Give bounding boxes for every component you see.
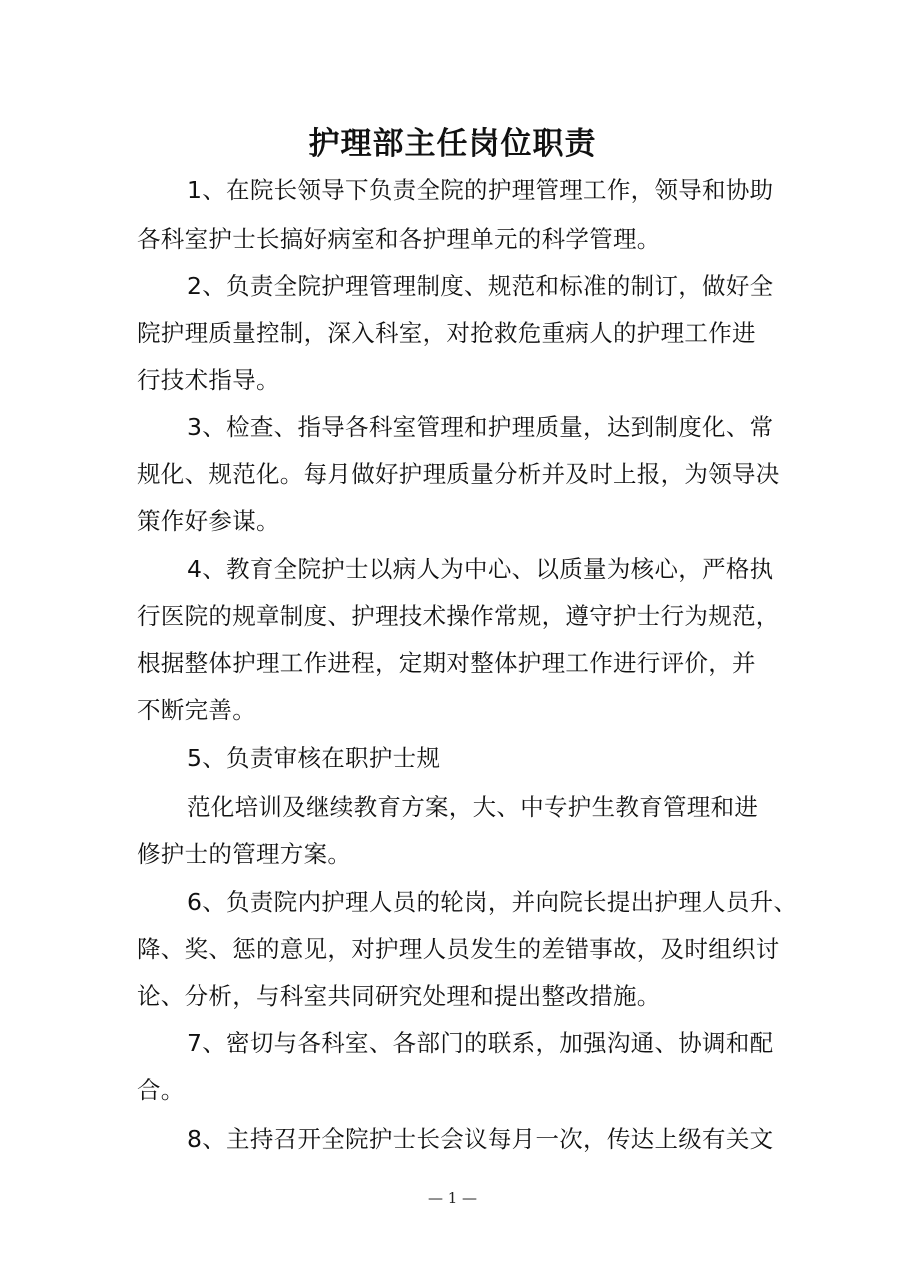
paragraph-line: 3、检查、指导各科室管理和护理质量，达到制度化、常 <box>187 413 774 441</box>
paragraph-line: 行技术指导。 <box>137 366 280 394</box>
paragraph-line: 根据整体护理工作进程，定期对整体护理工作进行评价，并 <box>137 649 756 677</box>
paragraph-line: 5、负责审核在职护士规 <box>187 744 441 772</box>
page-title: 护理部主任岗位职责 <box>308 126 597 162</box>
paragraph-line: 2、负责全院护理管理制度、规范和标准的制订，做好全 <box>187 272 774 300</box>
paragraph-line: 降、奖、惩的意见，对护理人员发生的差错事故，及时组织讨 <box>137 935 780 963</box>
paragraph-line: 策作好参谋。 <box>137 507 280 535</box>
paragraph-line: 4、教育全院护士以病人为中心、以质量为核心，严格执 <box>187 555 774 583</box>
paragraph-line: 论、分析，与科室共同研究处理和提出整改措施。 <box>137 982 661 1010</box>
paragraph-line: 范化培训及继续教育方案，大、中专护生教育管理和进 <box>187 793 759 821</box>
paragraph-line: 各科室护士长搞好病室和各护理单元的科学管理。 <box>137 225 661 253</box>
paragraph-line: 1、在院长领导下负责全院的护理管理工作，领导和协助 <box>187 176 774 204</box>
paragraph-line: 院护理质量控制，深入科室，对抢救危重病人的护理工作进 <box>137 319 756 347</box>
page-number: — 1 — <box>427 1189 478 1207</box>
paragraph-line: 不断完善。 <box>137 696 256 724</box>
paragraph-line: 7、密切与各科室、各部门的联系，加强沟通、协调和配 <box>187 1029 774 1057</box>
paragraph-line: 行医院的规章制度、护理技术操作常规，遵守护士行为规范， <box>137 602 780 630</box>
paragraph-line: 8、主持召开全院护士长会议每月一次，传达上级有关文 <box>187 1125 774 1153</box>
paragraph-line: 规化、规范化。每月做好护理质量分析并及时上报，为领导决 <box>137 460 780 488</box>
paragraph-line: 修护士的管理方案。 <box>137 840 352 868</box>
paragraph-line: 6、负责院内护理人员的轮岗，并向院长提出护理人员升、 <box>187 888 798 916</box>
paragraph-line: 合。 <box>137 1076 185 1104</box>
